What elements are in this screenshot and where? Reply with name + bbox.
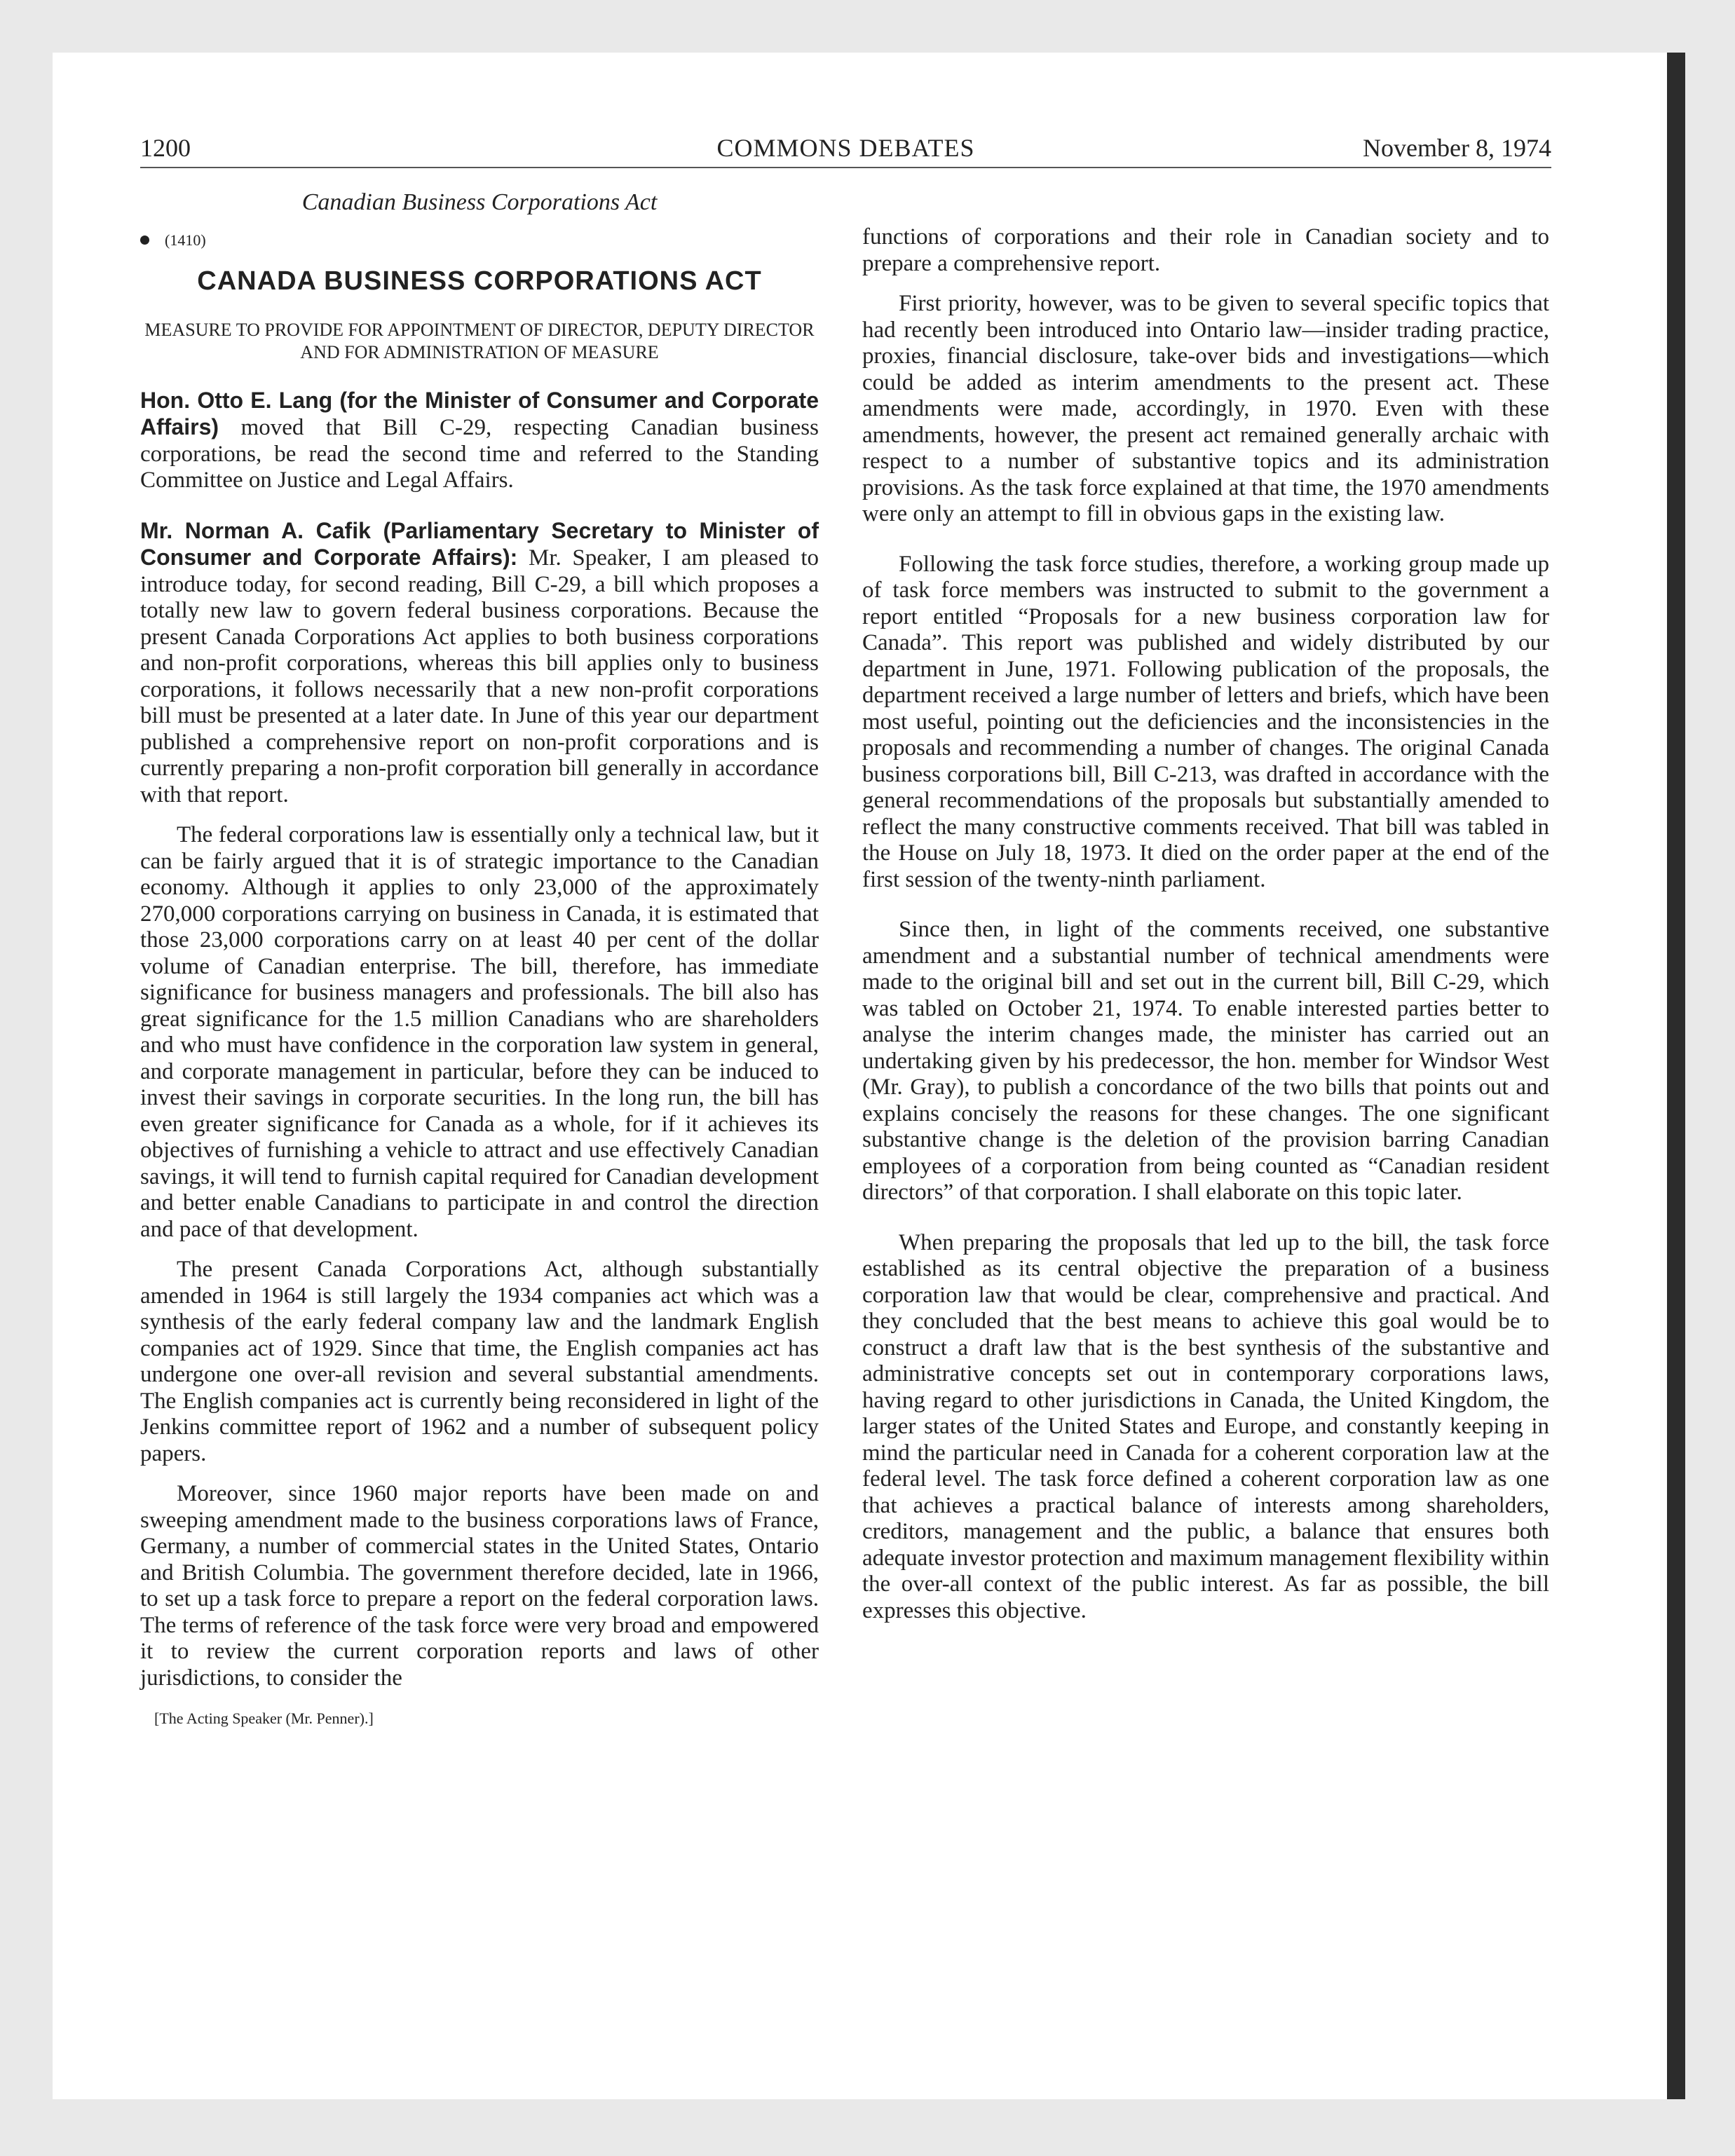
section-subheading: MEASURE TO PROVIDE FOR APPOINTMENT OF DIRECTOR, DEPUTY DIRECTOR AND FOR ADMINISTRATION OF MEASURE xyxy=(144,319,815,362)
left-column xyxy=(140,189,819,1732)
publication-date: November 8, 1974 xyxy=(1363,134,1551,162)
scan-edge-bar xyxy=(1667,53,1685,2099)
paragraph: Following the task force studies, therefore, a working group made up of task force members was instructed to submit to the government a report entitled “Proposals for a new business corporation law for Canada”. This report was published and widely distributed by our department in June, 1971. Following publication of the proposals, the department received a large number of letters and briefs, which have been most useful, pointing out the deficiencies and the inconsistencies in the proposals and recommending a number of changes. The original Canada business corporations bill, Bill C-213, was drafted in accordance with the general recommendations of the proposals but substantially amended to reflect the many constructive comments received. That bill was tabled in the House on July 18, 1973. It died on the order paper at the end of the first session of the twenty-ninth parliament. xyxy=(862,551,1549,892)
speaker-name: Hon. Otto E. Lang (for the Minister of Consumer and Corporate Affairs) xyxy=(140,387,819,439)
bullet-icon xyxy=(140,236,149,245)
running-head: Canadian Business Corporations Act xyxy=(301,189,658,215)
paragraph: Since then, in light of the comments received, one substantive amendment and a substantial number of technical amendments were made to the original bill and set out in the current bill, Bill C-29, which was tabled on October 21, 1974. To enable interested parties better to analyse the interim changes made, the minister has carried out an undertaking given by his predecessor, the hon. member for Windsor West (Mr. Gray), to publish a concordance of the two bills that points out and explains concisely the reasons for these changes. The one significant substantive change is the deletion of the provision barring Canadian employees of a corporation from being counted as “Canadian resident directors” of that corporation. I shall elaborate on this topic later. xyxy=(862,917,1549,1205)
paragraph: First priority, however, was to be given to several specific topics that had recently been introduced into Ontario law—insider trading practice, proxies, financial disclosure, take-over bids and investigations—which could be added as interim amendments to the present act. These amendments were made, accordingly, in 1970. Even with these amendments, however, the present act remained generally archaic with respect to a number of substantive topics and its administration provisions. As the task force explained at that time, the 1970 amendments were only an attempt to fill in obvious gaps in the existing law. xyxy=(862,291,1549,526)
section-heading: CANADA BUSINESS CORPORATIONS ACT xyxy=(197,266,762,296)
paragraph: functions of corporations and their role in Canadian society and to prepare a comprehensive report. xyxy=(862,224,1549,276)
publication-title: COMMONS DEBATES xyxy=(716,134,975,162)
speaker-name: Mr. Norman A. Cafik (Parliamentary Secretary to Minister of Consumer and Corporate Affairs): xyxy=(140,517,819,570)
acting-speaker-note: [The Acting Speaker (Mr. Penner).] xyxy=(154,1710,374,1727)
paragraph: The federal corporations law is essentially only a technical law, but it can be fairly argued that it is of strategic importance to the Canadian economy. Although it applies to only 23,000 of the approximately 270,000 corporations carrying on business in Canada, it is estimated that those 23,000 corporations carry on at least 40 per cent of the dollar volume of Canadian enterprise. The bill, therefore, has immediate significance for business managers and professionals. The bill also has great significance for the 1.5 million Canadians who are shareholders and who must have confidence in the corporation law system in general, and corporate management in particular, before they can be induced to invest their savings in corporate securities. In the long run, the bill has even greater significance for Canada as a whole, for if it achieves its objectives of furnishing a vehicle to attract and use effectively Canadian savings, it will tend to furnish capital required for Canadian development and better enable Canadians to participate in and control the direction and pace of that development. xyxy=(140,822,819,1242)
paragraph: When preparing the proposals that led up to the bill, the task force established as its central objective the preparation of a business corporation law that would be clear, comprehensive and practical. And they concluded that the best means to achieve this goal would be to construct a draft law that is the best synthesis of the substantive and administrative concepts set out in contemporary corporations laws, having regard to other jurisdictions in Canada, the United Kingdom, the larger states of the United States and Europe, and constantly keeping in mind the particular need in Canada for a coherent corporation law at the federal level. The task force defined a coherent corporation law as one that achieves a practical balance of interests among shareholders, creditors, management and the public, a balance that ensures both adequate investor protection and maximum management flexibility within the over-all context of the public interest. As far as possible, the bill expresses this objective. xyxy=(862,1229,1549,1623)
page-header xyxy=(140,133,1551,168)
paragraph-text: Mr. Speaker, I am pleased to introduce today, for second reading, Bill C-29, a bill which proposes a totally new law to govern federal business corporations. Because the present Canada Corporations Act applies to both business corporations and non-profit corporations, whereas this bill applies only to business corporations, it follows necessarily that a new non-profit corporations bill must be presented at a later date. In June of this year our department published a comprehensive report on non-profit corporations and is currently preparing a non-profit corporation bill generally in accordance with that report. xyxy=(140,545,819,807)
paragraph-lang-motion xyxy=(140,388,819,494)
timestamp-marker xyxy=(140,227,819,254)
right-column xyxy=(862,224,1549,1638)
paragraph: The present Canada Corporations Act, although substantially amended in 1964 is still largely the 1934 companies act which was a synthesis of the early federal company law and the landmark English companies act of 1929. Since that time, the English companies act has undergone one over-all revision and several substantial amendments. The English companies act is currently being reconsidered in light of the Jenkins committee report of 1962 and a number of subsequent policy papers. xyxy=(140,1257,819,1466)
paragraph: Moreover, since 1960 major reports have been made on and sweeping amendment made to the business corporations laws of France, Germany, a number of commercial states in the United States, Ontario and British Columbia. The government therefore decided, late in 1966, to set up a task force to prepare a report on the federal corporation laws. The terms of reference of the task force were very broad and empowered it to review the current corporation reports and laws of other jurisdictions, to consider the xyxy=(140,1481,819,1691)
paragraph-cafik-intro xyxy=(140,518,819,809)
page-number: 1200 xyxy=(140,134,191,162)
timestamp-text: (1410) xyxy=(165,231,206,249)
paragraph-text: moved that Bill C-29, respecting Canadian business corporations, be read the second time and referred to the Standing Committee on Justice and Legal Affairs. xyxy=(140,415,819,493)
